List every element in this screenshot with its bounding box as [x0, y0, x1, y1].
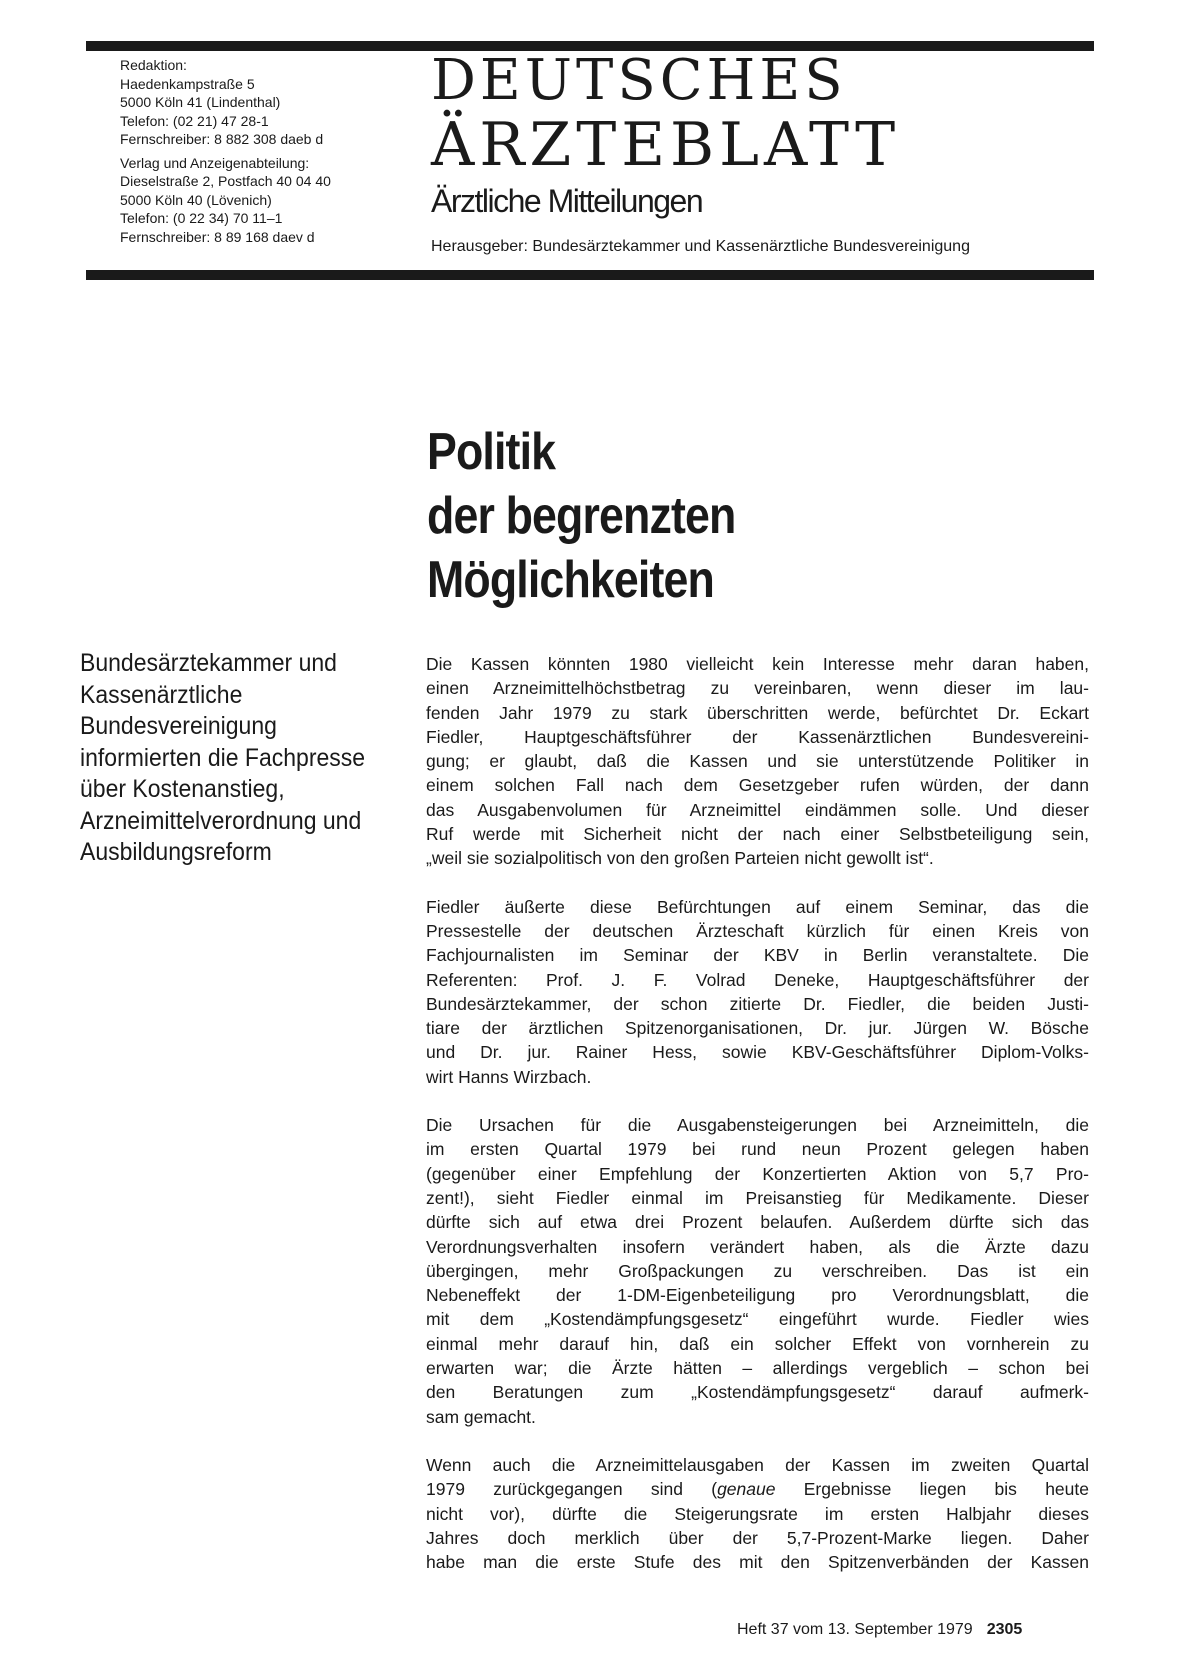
body-line: Die Ursachen für die Ausgabensteigerungen bei Arzneimitteln, die: [426, 1115, 1089, 1136]
emphasis-text: genaue: [717, 1479, 776, 1500]
body-line: „weil sie sozialpolitisch von den großen Parteien nicht gewollt ist“.: [426, 848, 934, 869]
headline-line: Politik: [427, 423, 556, 481]
contact-line: 5000 Köln 40 (Lövenich): [120, 191, 272, 208]
body-line: fenden Jahr 1979 zu stark überschritten werde, befürchtet Dr. Eckart: [426, 702, 1089, 723]
body-line: Ruf werde mit Sicherheit nicht der nach einer Selbstbeteiligung sein,: [426, 824, 1089, 845]
article-body: [426, 652, 1089, 1598]
contact-line: Dieselstraße 2, Postfach 40 04 40: [120, 173, 331, 189]
body-paragraph: [426, 1113, 1089, 1429]
body-line: Jahres doch merklich über der 5,7-Prozent-Marke liegen. Daher: [426, 1527, 1089, 1548]
body-line: tiare der ärztlichen Spitzenorganisationen, Dr. jur. Jürgen W. Bösche: [426, 1018, 1089, 1039]
contact-line: Verlag und Anzeigenabteilung:: [120, 154, 310, 171]
headline-line: der begrenzten: [427, 487, 736, 545]
body-line: zent!), sieht Fiedler einmal im Preisanstieg für Medikamente. Dieser: [426, 1187, 1089, 1208]
body-line: erwarten war; die Ärzte hätten – allerdings vergeblich – schon bei: [426, 1358, 1089, 1379]
masthead-publisher: Herausgeber: Bundesärztekammer und Kassenärztliche Bundesvereinigung: [431, 238, 970, 255]
body-line: Referenten: Prof. J. F. Volrad Deneke, Hauptgeschäftsführer der: [426, 969, 1089, 990]
page-number: 2305: [986, 1621, 1023, 1638]
deck-line: Kassenärztliche: [80, 680, 243, 709]
body-line: Fiedler, Hauptgeschäftsführer der Kassenärztlichen Bundesvereini-: [426, 726, 1089, 747]
body-line: mit dem „Kostendämpfungsgesetz“ eingeführt wurde. Fiedler wies: [426, 1309, 1089, 1330]
body-line: Pressestelle der deutschen Ärzteschaft kürzlich für einen Kreis von: [426, 920, 1089, 941]
body-text-run: 1979 zurückgegangen sind (: [426, 1479, 718, 1500]
masthead-title-line2: ÄRZTEBLATT: [431, 110, 901, 180]
body-line: habe man die erste Stufe des mit den Spitzenverbänden der Kassen: [426, 1552, 1089, 1573]
contact-line: Telefon: (0 22 34) 70 11–1: [120, 210, 283, 226]
deck-line: Ausbildungsreform: [80, 838, 272, 866]
body-line: übergingen, mehr Großpackungen zu verschreiben. Das ist ein: [426, 1260, 1089, 1281]
body-line: Verordnungsverhalten insofern verändert haben, als die Ärzte dazu: [426, 1236, 1089, 1257]
body-line: den Beratungen zum „Kostendämpfungsgesetz“ darauf aufmerk-: [426, 1382, 1089, 1403]
body-line: und Dr. jur. Rainer Hess, sowie KBV-Geschäftsführer Diplom-Volks-: [426, 1042, 1089, 1063]
editorial-contact-block: [120, 56, 420, 246]
body-line: Wenn auch die Arzneimittelausgaben der Kassen im zweiten Quartal: [426, 1454, 1089, 1475]
contact-line: Telefon: (02 21) 47 28-1: [120, 112, 269, 129]
contact-line: Fernschreiber: 8 882 308 daeb d: [120, 131, 324, 147]
body-line: nicht vor), dürfte die Steigerungsrate im ersten Halbjahr dieses: [426, 1503, 1089, 1524]
body-paragraph: [426, 652, 1089, 871]
body-paragraph: [426, 1453, 1089, 1574]
body-text-run: Ergebnisse liegen bis heute: [775, 1479, 1089, 1500]
body-line: Bundesärztekammer, der schon zitierte Dr. Fiedler, die beiden Justi-: [426, 993, 1089, 1014]
page-footer: [737, 1620, 1091, 1640]
body-line: das Ausgabenvolumen für Arzneimittel eindämmen solle. Und dieser: [426, 799, 1089, 820]
body-line: einen Arzneimittelhöchstbetrag zu vereinbaren, wenn dieser im lau-: [426, 678, 1089, 699]
masthead-title-line1: DEUTSCHES: [431, 48, 847, 113]
body-line: (gegenüber einer Empfehlung der Konzertierten Aktion von 5,7 Pro-: [426, 1163, 1089, 1184]
body-line: einem solchen Fall nach dem Gesetzgeber rufen würden, der dann: [426, 775, 1089, 796]
deck-line: über Kostenanstieg,: [80, 775, 285, 803]
masthead-subtitle: Ärztliche Mitteilungen: [431, 183, 703, 219]
body-line: Fiedler äußerte diese Befürchtungen auf einem Seminar, das die: [426, 896, 1089, 917]
body-line: Die Kassen könnten 1980 vielleicht kein Interesse mehr daran haben,: [426, 654, 1089, 674]
body-paragraph: [426, 895, 1089, 1089]
contact-line: Fernschreiber: 8 89 168 daev d: [120, 228, 315, 245]
deck-line: informierten die Fachpresse: [80, 743, 366, 772]
deck-line: Bundesärztekammer und: [80, 649, 337, 677]
issue-info: Heft 37 vom 13. September 1979: [737, 1621, 973, 1638]
masthead-bottom-rule: [86, 270, 1094, 280]
contact-line: 5000 Köln 41 (Lindenthal): [120, 94, 281, 110]
deck-line: Arzneimittelverordnung und: [80, 806, 362, 835]
contact-line: Redaktion:: [120, 57, 187, 73]
body-line: Nebeneffekt der 1-DM-Eigenbeteiligung pro Verordnungsblatt, die: [426, 1285, 1089, 1306]
article-deck: [80, 648, 420, 869]
body-line: gung; er glaubt, daß die Kassen und sie unterstützende Politiker in: [426, 751, 1089, 772]
contact-line: Haedenkampstraße 5: [120, 75, 255, 92]
deck-line: Bundesvereinigung: [80, 712, 277, 740]
headline-line: Möglichkeiten: [427, 551, 714, 609]
body-line: Fachjournalisten im Seminar der KBV in Berlin veranstaltete. Die: [426, 945, 1089, 966]
body-line: im ersten Quartal 1979 bei rund neun Prozent gelegen haben: [426, 1139, 1089, 1160]
body-line: wirt Hanns Wirzbach.: [426, 1066, 592, 1087]
article-headline: [427, 420, 1027, 612]
body-line: dürfte sich auf etwa drei Prozent belaufen. Außerdem dürfte sich das: [426, 1212, 1089, 1233]
body-line: sam gemacht.: [426, 1406, 536, 1427]
body-line: [426, 1477, 1089, 1501]
body-line: einmal mehr darauf hin, daß ein solcher Effekt von vornherein zu: [426, 1333, 1089, 1354]
